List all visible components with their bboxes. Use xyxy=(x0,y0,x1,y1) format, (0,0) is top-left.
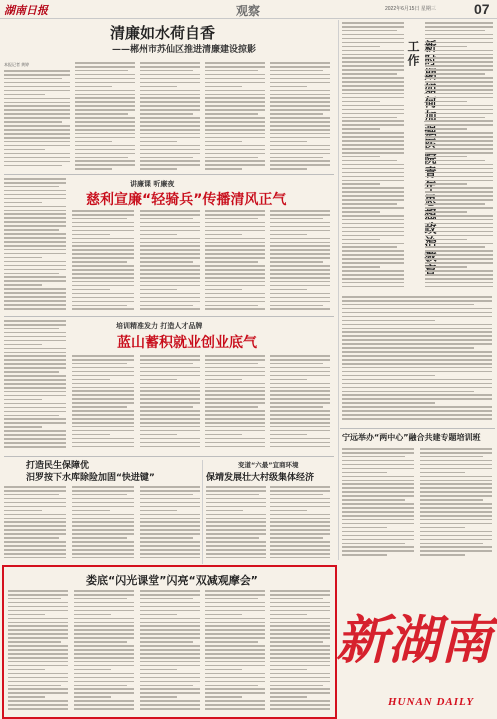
article2-column-3 xyxy=(140,210,200,312)
article1-column-3 xyxy=(140,62,200,172)
section-divider xyxy=(4,316,334,317)
article8-column-2 xyxy=(420,448,492,560)
article1-headline: 清廉如水荷自香 xyxy=(110,24,216,42)
watermark-logo: 新湖南 xyxy=(336,613,493,670)
article4-column-3 xyxy=(140,486,200,562)
column-divider xyxy=(202,460,203,564)
section-divider xyxy=(4,174,334,175)
article2-column-4 xyxy=(205,210,265,312)
article2-column-5 xyxy=(270,210,330,312)
article5-kicker: 变道“六最”宜商环境 xyxy=(238,461,299,469)
column-divider xyxy=(338,20,339,560)
article1-column-4 xyxy=(205,62,265,172)
article1-column-1 xyxy=(4,70,70,168)
article2-sidebar-title: 讲廉课 听廉夜 xyxy=(130,180,175,188)
article7-column-1 xyxy=(342,22,404,292)
article1-subhead: ——郴州市苏仙区推进清廉建设掠影 xyxy=(112,45,257,55)
article6-column-5 xyxy=(270,590,330,712)
article3-kicker: 培训精准发力 打造人才品牌 xyxy=(116,322,203,330)
section-divider xyxy=(4,456,334,457)
article3-column-3 xyxy=(140,355,200,450)
article3-column-1 xyxy=(4,320,66,450)
article3-headline: 蓝山蓄积就业创业底气 xyxy=(117,335,257,351)
article7-vertical-title: 新时期如何加强医院青年思想政治教育工作 xyxy=(406,40,437,278)
article4-column-2 xyxy=(72,486,134,562)
article3-column-5 xyxy=(270,355,330,450)
article6-headline: 娄底“闪光课堂”闪亮“双减观摩会” xyxy=(86,574,258,587)
article4-column-1 xyxy=(4,486,66,562)
issue-date: 2022年6月15日 星期三 xyxy=(385,6,436,12)
article7-column-2 xyxy=(425,22,493,292)
watermark-latin: HUNAN DAILY xyxy=(388,696,475,708)
article8-column-1 xyxy=(342,448,414,560)
section-title: 观察 xyxy=(236,4,261,18)
article1-column-2 xyxy=(75,62,135,172)
article5-headline: 保靖发展壮大村级集体经济 xyxy=(206,473,315,483)
article5-column-2 xyxy=(270,486,330,562)
article6-column-2 xyxy=(74,590,134,712)
article8-headline: 宁远举办“两中心”融合共建专题培训班 xyxy=(342,433,481,442)
article2-headline: 慈利宣廉“轻骑兵”传播清风正气 xyxy=(86,192,287,208)
article7-continued xyxy=(342,296,492,424)
article5-column-1 xyxy=(206,486,266,562)
article2-column-1 xyxy=(4,178,66,313)
article1-column-5 xyxy=(270,62,330,172)
newspaper-logo: 湖南日报 xyxy=(4,5,48,17)
article4-headline: 打造民生保障优 汨罗按下水库除险加固“快进键” xyxy=(26,461,155,483)
article3-column-2 xyxy=(72,355,134,450)
article6-column-1 xyxy=(8,590,68,712)
article1-byline: 本报记者 黄婷 xyxy=(4,62,30,67)
article3-column-4 xyxy=(205,355,265,450)
article6-column-4 xyxy=(205,590,265,712)
page-number: 07 xyxy=(474,1,490,17)
article6-column-3 xyxy=(140,590,200,712)
section-divider xyxy=(340,428,495,429)
article2-column-2 xyxy=(72,210,134,312)
